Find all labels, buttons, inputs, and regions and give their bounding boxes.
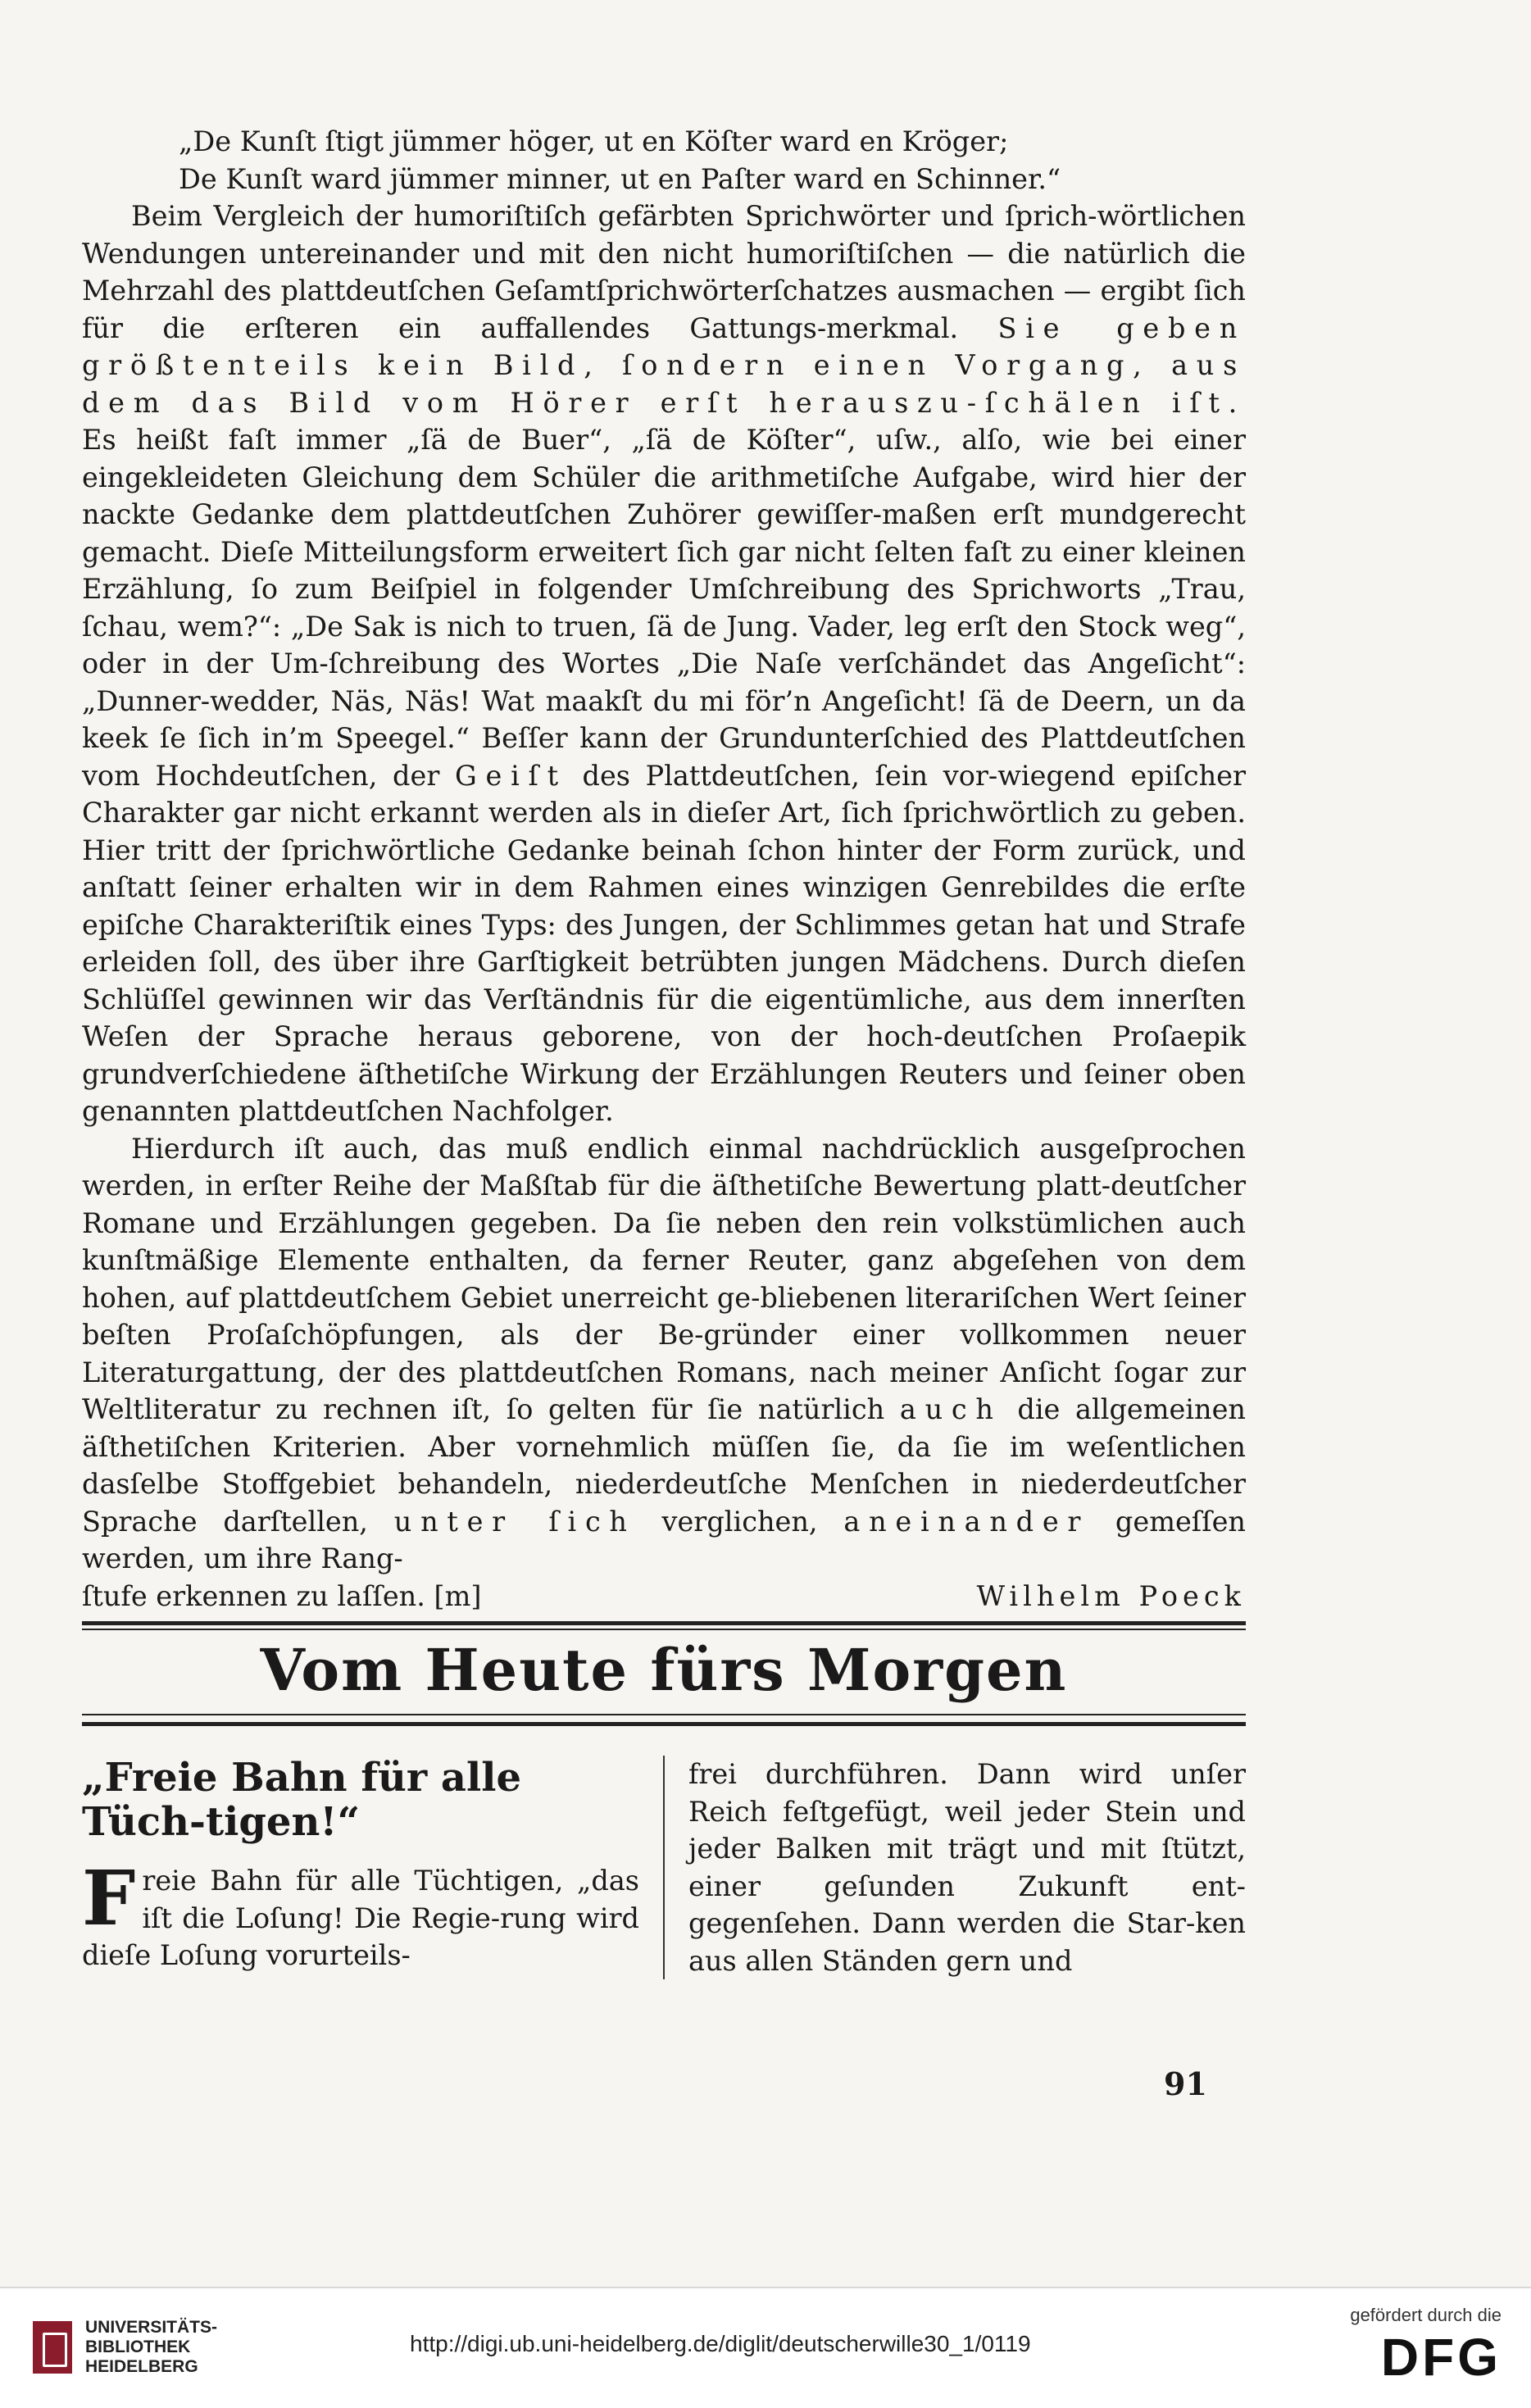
text-run: die allgemeinen äſthetiſchen Kriterien. Aber vornehmlich müſſen ſie, da ſie im weſentlichen dasſelbe Stoffgebiet behandeln, niederdeutſche Menſchen in niederdeutſcher Sprache darſtellen, (82, 1393, 1246, 1538)
text-run: Es heißt faſt immer „ſä de Buer“, „ſä de Köſter“, uſw., alſo, wie bei einer eingekleideten Gleichung dem Schüler die arithmetiſche Aufgabe, wird hier der nackte Gedanke dem plattdeutſchen Zuhörer gewiſſer-maßen erſt mundgerecht gemacht. Dieſe Mitteilungsform erweitert ſich gar nicht ſelten faſt zu einer kleinen Erzählung, ſo zum Beiſpiel in folgender Umſchreibung des Sprichworts „Trau, ſchau, wem?“: „De Sak is nich to truen, ſä de Jung. Vader, leg erſt den Stock weg“, oder in der Um-ſchreibung des Wortes „Die Naſe verſchändet das Angeſicht“: „Dunner-wedder, Näs, Näs! Wat maakſt du mi för’n Angeſicht! ſä de Deern, un da keek ſe ſich in’m Speegel.“ Beſſer kann der Grundunterſchied des Plattdeutſchen vom Hochdeutſchen, der (82, 424, 1246, 792)
section-rule-bottom-thin (82, 1714, 1246, 1715)
paragraph (82, 198, 1246, 1130)
text-run: Hierdurch iſt auch, das muß endlich einmal nachdrücklich ausgeſprochen werden, in erſter Reihe der Maßſtab für die äſthetiſche Bewertung platt-deutſcher Romane und Erzählungen gegeben. Da ſie neben den rein volkstümlichen auch kunſtmäßige Elemente enthalten, da ferner Reuter, ganz abgeſehen von dem hohen, auf plattdeutſchem Gebiet unerreicht ge-bliebenen literariſchen Wert ſeiner beſten Proſaſchöpfungen, als der Be-gründer einer vollkommen neuer Literaturgattung, der des plattdeutſchen Romans, nach meiner Anſicht ſogar zur Weltliteratur zu rechnen iſt, ſo gelten für ſie natürlich (82, 1132, 1246, 1425)
spaced-emphasis: unter ſich (393, 1505, 636, 1538)
spaced-emphasis: Geiſt (455, 759, 567, 792)
spaced-emphasis: auch (899, 1393, 1002, 1425)
drop-cap: F (82, 1854, 136, 1942)
sponsor-text: gefördert durch die (1350, 2305, 1501, 2325)
section-rule-top (82, 1621, 1246, 1625)
closing-line: ſtufe erkennen zu laſſen. [m] (82, 1579, 482, 1612)
page-body (82, 123, 1246, 1979)
spaced-emphasis: aneinander (843, 1505, 1090, 1538)
section-rule-bottom (82, 1722, 1246, 1726)
library-name-line: HEIDELBERG (85, 2357, 198, 2376)
left-column-paragraph (82, 1854, 639, 1974)
text-run: des Plattdeutſchen, ſein vor-wiegend epiſcher Charakter gar nicht erkannt werden als in dieſer Art, ſich ſprichwörtlich zu geben. Hier tritt der ſprichwörtliche Gedanke beinah ſchon hinter der Form zurück, und anſtatt ſeiner erhalten wir in dem Rahmen eines winzigen Genrebildes die erſte epiſche Charakteriſtik eines Typs: des Jungen, der Schlimmes getan hat und Strafe erleiden ſoll, des über ihre Garſtigkeit betrübten jungen Mädchens. Durch dieſen Schlüſſel gewinnen wir das Verſtändnis für die eigentümliche, aus dem innerſten Weſen der Sprache heraus geborene, von der hoch-deutſchen Proſaepik grundverſchiedene äſthetiſche Wirkung der Erzählungen Reuters und ſeiner oben genannten plattdeutſchen Nachfolger. (82, 759, 1246, 1127)
library-emblem-icon (33, 2321, 72, 2374)
article-body (82, 123, 1246, 1578)
spaced-emphasis: Sie geben größtenteils kein Bild, ſondern einen Vorgang, aus dem das Bild vom Hörer erſt herauszu-ſchälen iſt. (82, 311, 1246, 419)
text-run: gemeſſen werden, um ihre Rang- (82, 1505, 1246, 1574)
text-run: Beim Vergleich der humoriſtiſch gefärbten Sprichwörter und ſprich-wörtlichen Wendungen untereinander und mit den nicht humoriſtiſchen — die natürlich die Mehrzahl des plattdeutſchen Geſamtſprichwörterſchatzes ausmachen — ergibt ſich für die erſteren ein auffallendes Gattungs-merkmal. (82, 200, 1246, 344)
text-run: verglichen, (635, 1505, 844, 1538)
right-column-text: frei durchführen. Dann wird unſer Reich feſtgefügt, weil jeder Stein und jeder Balken mit trägt und mit ſtützt, einer geſunden Zukunft ent-gegenſehen. Dann werden die Star-ken aus allen Ständen gern und (688, 1758, 1246, 1977)
library-logo[interactable] (33, 2318, 217, 2377)
author-signature: Wilhelm Poeck (976, 1579, 1246, 1612)
right-column (688, 1756, 1246, 1979)
left-column (82, 1756, 639, 1979)
paragraph: De Kunſt ward jümmer minner, ut en Paſter ward en Schinner.“ (179, 162, 1061, 195)
permalink-url[interactable]: http://digi.ub.uni-heidelberg.de/diglit/deutscherwille30_1/0119 (410, 2331, 1031, 2356)
signature-row (82, 1578, 1246, 1615)
article-title: „Freie Bahn für alle Tüch-tigen!“ (82, 1755, 521, 1845)
column-divider (663, 1756, 665, 1979)
page-number: 91 (1164, 2065, 1207, 2102)
viewer-footer (0, 2287, 1531, 2408)
section-title: Vom Heute fürs Morgen (260, 1636, 1068, 1704)
dfg-logo: DFG (1380, 2328, 1501, 2387)
left-column-text: reie Bahn für alle Tüchtigen, „das iſt die Loſung! Die Regie-rung wird dieſe Loſung vorurteils- (82, 1865, 639, 1971)
library-name-line: BIBLIOTHEK (85, 2338, 191, 2356)
paragraph: „De Kunſt ſtigt jümmer höger, ut en Köſter ward en Kröger; (179, 125, 1009, 157)
library-name-line: UNIVERSITÄTS- (85, 2318, 218, 2337)
paragraph (82, 1130, 1246, 1578)
sponsor-block[interactable] (1350, 2305, 1501, 2388)
two-column-article (82, 1756, 1246, 1979)
library-name (85, 2318, 217, 2377)
